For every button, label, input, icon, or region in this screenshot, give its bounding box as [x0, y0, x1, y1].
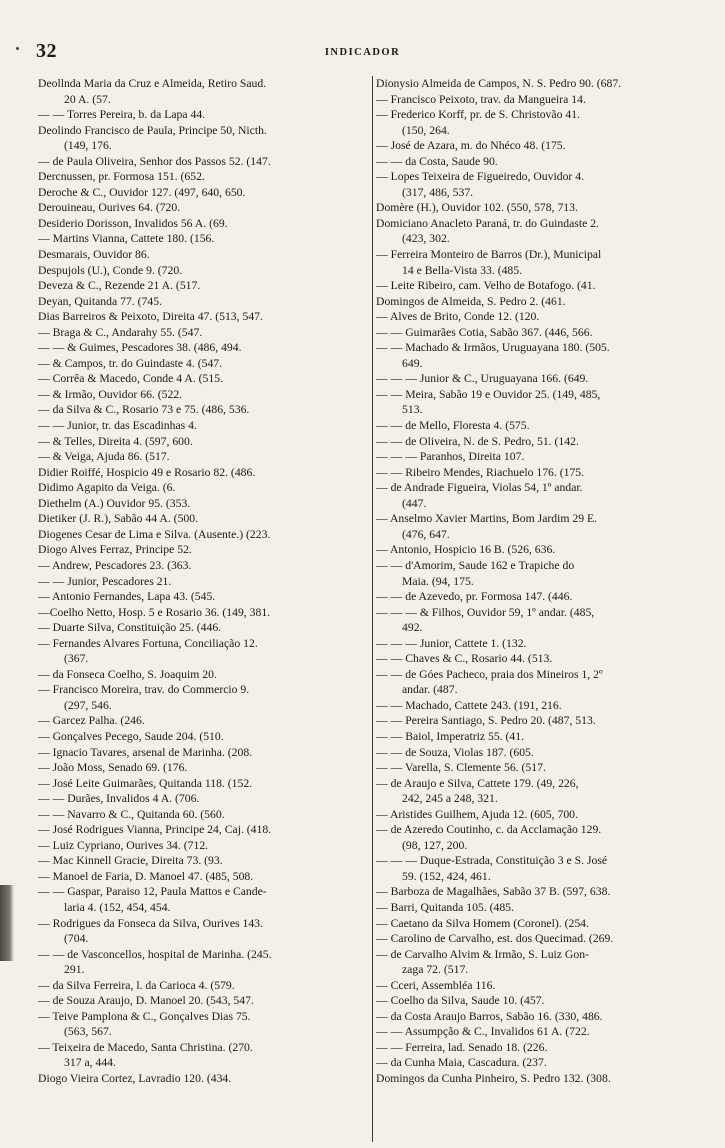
right-column: [372, 76, 718, 1142]
directory-entry-line: Deolindo Francisco de Paula, Principe 50, Nicth.: [38, 123, 267, 137]
directory-entry-line: zaga 72. (517.: [402, 963, 469, 977]
directory-entry-line: — — — Junior & C., Uruguayana 166. (649.: [376, 372, 589, 386]
directory-entry-line: — — — & Filhos, Ouvidor 59, 1º andar. (485,: [376, 605, 595, 619]
directory-entry-line: Deyan, Quitanda 77. (745.: [38, 294, 162, 308]
directory-entry-line: Desmarais, Ouvidor 86.: [38, 248, 150, 262]
directory-entry-line: — — Meira, Sabão 19 e Ouvidor 25. (149, 485,: [376, 387, 601, 401]
directory-entry-line: — Mac Kinnell Gracie, Direita 73. (93.: [38, 854, 223, 868]
directory-entry-line: — — Varella, S. Clemente 56. (517.: [376, 761, 546, 775]
directory-entry-line: (367.: [64, 652, 89, 666]
directory-entry-line: andar. (487.: [402, 683, 458, 697]
directory-entry-line: — da Cunha Maia, Cascadura. (237.: [376, 1056, 547, 1070]
directory-entry-line: — Martins Vianna, Cattete 180. (156.: [38, 232, 215, 246]
directory-entry-line: (149, 176.: [64, 139, 112, 153]
directory-entry-line: — da Fonseca Coelho, S. Joaquim 20.: [38, 667, 217, 681]
directory-entry-line: Domère (H.), Ouvidor 102. (550, 578, 713.: [376, 201, 578, 215]
directory-entry-line: 317 a, 444.: [64, 1056, 116, 1070]
directory-entry-line: — Leite Ribeiro, cam. Velho de Botafogo. (41.: [376, 279, 596, 293]
directory-entry-line: — Anselmo Xavier Martins, Bom Jardim 29 E.: [376, 512, 598, 526]
directory-entry-line: — — de Azevedo, pr. Formosa 147. (446.: [376, 590, 573, 604]
directory-entry-line: — — Ribeiro Mendes, Riachuelo 176. (175.: [376, 465, 585, 479]
directory-entry-line: — — Machado, Cattete 243. (191, 216.: [376, 698, 562, 712]
directory-entry-line: — & Irmão, Ouvidor 66. (522.: [38, 387, 183, 401]
directory-entry-line: Deollnda Maria da Cruz e Almeida, Retiro Saud.: [38, 77, 267, 90]
directory-entry-line: Domingos de Almeida, S. Pedro 2. (461.: [376, 294, 566, 308]
directory-entry-line: — Manoel de Faria, D. Manoel 47. (485, 508.: [38, 869, 254, 883]
directory-entry-line: — de Araujo e Silva, Cattete 179. (49, 226,: [376, 776, 579, 790]
directory-entry-line: laria 4. (152, 454, 454.: [64, 900, 171, 914]
directory-entry-line: — — d'Amorim, Saude 162 e Trapiche do: [376, 558, 575, 572]
directory-entry-line: — — de Góes Pacheco, praia dos Mineiros 1, 2º: [376, 667, 603, 681]
directory-entry-line: (150, 264.: [402, 123, 450, 137]
directory-entry-line: — Barboza de Magalhães, Sabão 37 B. (597, 638.: [376, 885, 611, 899]
directory-entry-line: — — Junior, Pescadores 21.: [38, 574, 172, 588]
directory-entry-line: — Ferreira Monteiro de Barros (Dr.), Municipal: [376, 248, 602, 262]
directory-entry-line: Domingos da Cunha Pinheiro, S. Pedro 132. (308.: [376, 1072, 611, 1085]
directory-entry-line: — José Leite Guimarães, Quitanda 118. (152.: [38, 776, 253, 790]
directory-entry-line: 492.: [402, 621, 423, 635]
directory-entry-line: — Duarte Silva, Constituição 25. (446.: [38, 621, 222, 635]
directory-entry-line: Diogo Vieira Cortez, Lavradio 120. (434.: [38, 1072, 232, 1085]
directory-entry-line: — — Chaves & C., Rosario 44. (513.: [376, 652, 553, 666]
directory-entry-line: — Teixeira de Macedo, Santa Christina. (270.: [38, 1040, 253, 1054]
directory-entry-line: (704.: [64, 932, 89, 946]
directory-entry-line: Dionysio Almeida de Campos, N. S. Pedro 90. (687.: [376, 77, 622, 90]
directory-entry-line: — Teive Pamplona & C., Gonçalves Dias 75.: [38, 1009, 251, 1023]
directory-entry-line: — — de Mello, Floresta 4. (575.: [376, 419, 530, 433]
directory-entry-line: — — de Souza, Violas 187. (605.: [376, 745, 534, 759]
directory-entry-line: — Antonio, Hospicio 16 B. (526, 636.: [376, 543, 556, 557]
directory-entry-line: 242, 245 a 248, 321.: [402, 792, 498, 806]
directory-entry-line: — — Torres Pereira, b. da Lapa 44.: [38, 108, 206, 122]
directory-entry-line: — — Junior, tr. das Escadinhas 4.: [38, 419, 197, 433]
directory-entry-line: (563, 567.: [64, 1025, 112, 1039]
directory-entry-line: — da Silva Ferreira, l. da Carioca 4. (579.: [38, 978, 235, 992]
directory-entry-line: — & Telles, Direita 4. (597, 600.: [38, 434, 193, 448]
directory-entry-line: — — de Vasconcellos, hospital de Marinha. (245.: [38, 947, 272, 961]
directory-entry-line: — Antonio Fernandes, Lapa 43. (545.: [38, 590, 216, 604]
directory-entry-line: — — Assumpção & C., Invalidos 61 A. (722.: [376, 1025, 590, 1039]
directory-entry-line: — Braga & C., Andarahy 55. (547.: [38, 325, 203, 339]
directory-entry-line: — — Navarro & C., Quitanda 60. (560.: [38, 807, 225, 821]
directory-entry-line: — Ignacio Tavares, arsenal de Marinha. (208.: [38, 745, 253, 759]
directory-entry-line: — de Azeredo Coutinho, c. da Acclamação 129.: [376, 823, 602, 837]
directory-entry-line: — de Souza Araujo, D. Manoel 20. (543, 547.: [38, 994, 254, 1008]
directory-entry-line: Deveza & C., Rezende 21 A. (517.: [38, 279, 201, 293]
directory-entry-line: Dietiker (J. R.), Sabão 44 A. (500.: [38, 512, 199, 526]
directory-entry-line: Diogenes Cesar de Lima e Silva. (Ausente.) (223.: [38, 527, 271, 541]
directory-entry-line: Dercnussen, pr. Formosa 151. (652.: [38, 170, 205, 184]
directory-entry-line: —Coelho Netto, Hosp. 5 e Rosario 36. (149, 381.: [38, 605, 271, 619]
directory-entry-line: — Cceri, Assembléa 116.: [376, 978, 496, 992]
directory-entry-line: (297, 546.: [64, 698, 112, 712]
directory-entry-line: — José Rodrigues Vianna, Principe 24, Caj. (418.: [38, 823, 272, 837]
directory-entry-line: — João Moss, Senado 69. (176.: [38, 761, 188, 775]
directory-entry-line: — Fernandes Alvares Fortuna, Conciliação 12.: [38, 636, 258, 650]
directory-entry-line: — Aristides Guilhem, Ajuda 12. (605, 700.: [376, 807, 578, 821]
directory-entry-line: — — Durães, Invalidos 4 A. (706.: [38, 792, 200, 806]
directory-entry-line: 513.: [402, 403, 423, 417]
directory-entry-line: — Garcez Palha. (246.: [38, 714, 145, 728]
directory-entry-line: — — — Paranhos, Direita 107.: [376, 450, 525, 464]
page-edge-stain: [0, 885, 14, 961]
directory-entry-line: — — — Junior, Cattete 1. (132.: [376, 636, 527, 650]
directory-entry-line: — — Pereira Santiago, S. Pedro 20. (487, 513.: [376, 714, 596, 728]
page-number: 32: [36, 40, 57, 62]
directory-entry-line: — Rodrigues da Fonseca da Silva, Ourives 143.: [38, 916, 263, 930]
directory-entry-line: — de Andrade Figueira, Violas 54, 1º andar.: [376, 481, 583, 495]
directory-entry-line: 20 A. (57.: [64, 92, 111, 106]
directory-entry-line: 59. (152, 424, 461.: [402, 869, 491, 883]
directory-entry-line: Diethelm (A.) Ouvidor 95. (353.: [38, 496, 191, 510]
directory-entry-line: — — Baiol, Imperatriz 55. (41.: [376, 729, 525, 743]
directory-entry-line: 291.: [64, 963, 85, 977]
directory-entry-line: — José de Azara, m. do Nhéco 48. (175.: [376, 139, 566, 153]
directory-entry-line: Didier Roiffé, Hospicio 49 e Rosario 82. (486.: [38, 465, 256, 479]
directory-entry-line: Despujols (U.), Conde 9. (720.: [38, 263, 183, 277]
directory-entry-line: Derouineau, Ourives 64. (720.: [38, 201, 181, 215]
running-title: INDICADOR: [324, 47, 401, 58]
directory-entry-line: Desiderio Dorisson, Invalidos 56 A. (69.: [38, 216, 228, 230]
directory-entry-line: Didimo Agapito da Veiga. (6.: [38, 481, 176, 495]
directory-entry-line: — de Paula Oliveira, Senhor dos Passos 52. (147.: [38, 154, 271, 168]
directory-entry-line: — da Costa Araujo Barros, Sabão 16. (330, 486.: [376, 1009, 603, 1023]
directory-entry-line: Maia. (94, 175.: [402, 574, 474, 588]
page-header: [0, 40, 725, 66]
directory-entry-line: Deroche & C., Ouvidor 127. (497, 640, 650.: [38, 185, 246, 199]
directory-entry-line: — Corrêa & Macedo, Conde 4 A. (515.: [38, 372, 224, 386]
directory-entry-line: — — de Oliveira, N. de S. Pedro, 51. (142.: [376, 434, 579, 448]
directory-entry-line: — — — Duque-Estrada, Constituição 3 e S. José: [376, 854, 608, 868]
directory-entry-line: (476, 647.: [402, 527, 450, 541]
directory-entry-line: Domiciano Anacleto Paraná, tr. do Guindaste 2.: [376, 216, 599, 230]
directory-entry-line: — de Carvalho Alvim & Irmão, S. Luiz Gon-: [376, 947, 589, 961]
directory-entry-line: (423, 302.: [402, 232, 450, 246]
directory-entry-line: — — da Costa, Saude 90.: [376, 154, 498, 168]
directory-entry-line: Dias Barreiros & Peixoto, Direita 47. (513, 547.: [38, 310, 263, 324]
directory-entry-line: — Francisco Peixoto, trav. da Mangueira 14.: [376, 92, 586, 106]
directory-entry-line: — Carolino de Carvalho, est. dos Quecimad. (269.: [376, 932, 614, 946]
directory-entry-line: — & Veiga, Ajuda 86. (517.: [38, 450, 170, 464]
directory-entry-line: — Caetano da Silva Homem (Coronel). (254.: [376, 916, 589, 930]
directory-entry-line: Diogo Alves Ferraz, Principe 52.: [38, 543, 192, 557]
directory-entry-line: — — Ferreira, lad. Senado 18. (226.: [376, 1040, 548, 1054]
directory-entry-line: — da Silva & C., Rosario 73 e 75. (486, 536.: [38, 403, 250, 417]
directory-entry-line: — Francisco Moreira, trav. do Commercio 9.: [38, 683, 250, 697]
directory-entry-line: — & Campos, tr. do Guindaste 4. (547.: [38, 356, 223, 370]
directory-entry-line: — Barri, Quitanda 105. (485.: [376, 900, 514, 914]
directory-entry-line: 14 e Bella-Vista 33. (485.: [402, 263, 523, 277]
directory-entry-line: (447.: [402, 496, 427, 510]
directory-entry-line: — — Gaspar, Paraiso 12, Paula Mattos e Cande-: [38, 885, 267, 899]
directory-entry-line: — Lopes Teixeira de Figueiredo, Ouvidor 4.: [376, 170, 584, 184]
directory-entry-line: 649.: [402, 356, 423, 370]
directory-entry-line: — — Machado & Irmãos, Uruguayana 180. (505.: [376, 341, 610, 355]
directory-entry-line: — Coelho da Silva, Saude 10. (457.: [376, 994, 545, 1008]
directory-entry-line: — Andrew, Pescadores 23. (363.: [38, 558, 192, 572]
left-column: [38, 76, 370, 1142]
directory-entry-line: — Frederico Korff, pr. de S. Christovão 41.: [376, 108, 580, 122]
directory-entry-line: — — & Guimes, Pescadores 38. (486, 494.: [38, 341, 242, 355]
directory-entry-line: — Luiz Cypriano, Ourives 34. (712.: [38, 838, 209, 852]
directory-entry-line: — Gonçalves Pecego, Saude 204. (510.: [38, 729, 224, 743]
directory-entry-line: — Alves de Brito, Conde 12. (120.: [376, 310, 540, 324]
directory-entry-line: (317, 486, 537.: [402, 185, 474, 199]
directory-entry-line: — — Guimarães Cotia, Sabão 367. (446, 566.: [376, 325, 593, 339]
directory-entry-line: (98, 127, 200.: [402, 838, 468, 852]
